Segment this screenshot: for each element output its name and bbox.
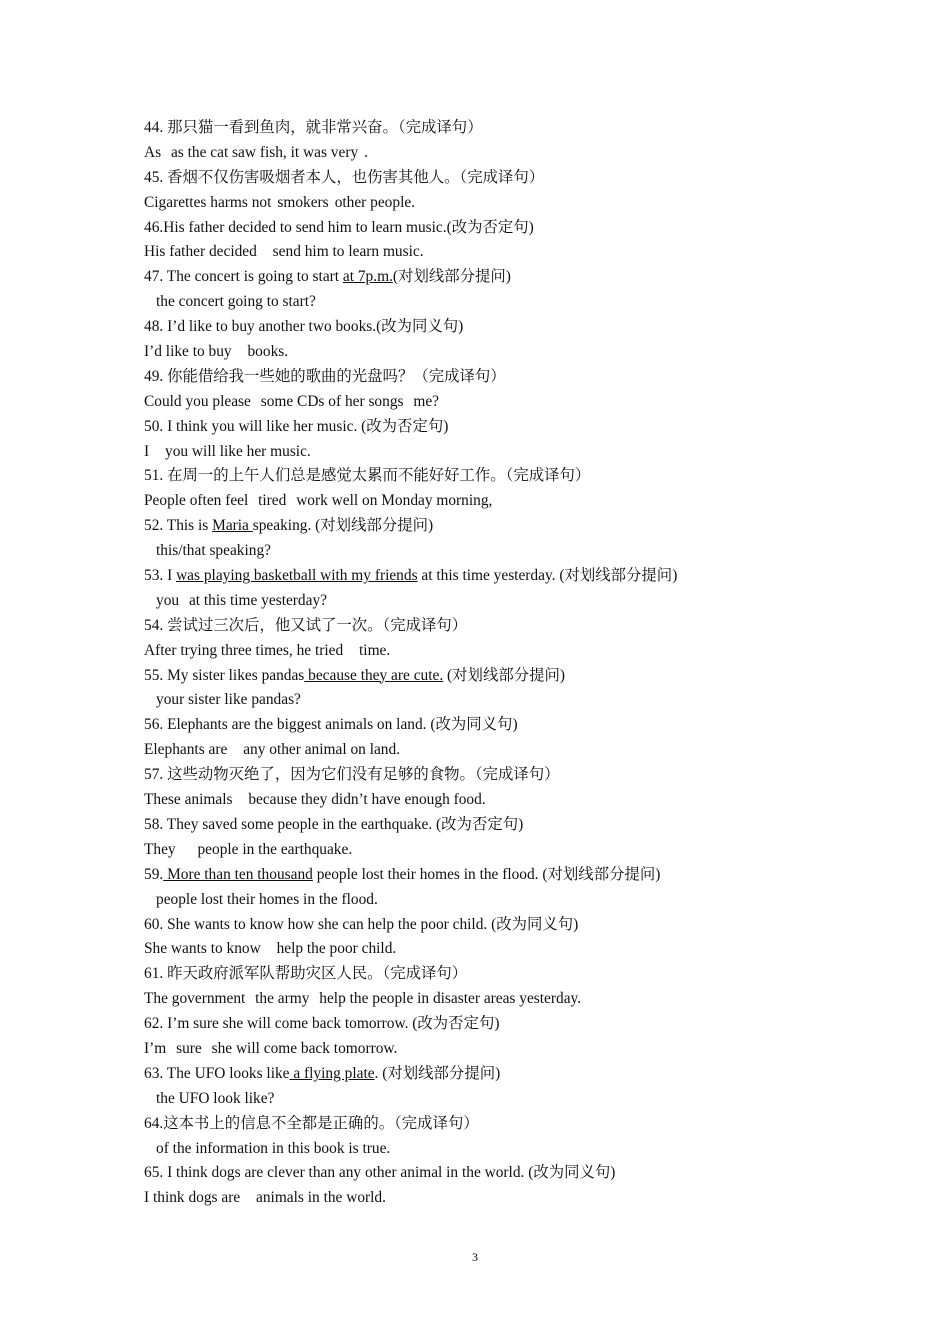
answer-text: any other animal on land. <box>243 741 401 759</box>
question-text: 50. I think you will like her music. (改为否定句) <box>144 417 449 435</box>
question-text: 57. 这些动物灭绝了，因为它们没有足够的食物。（完成译句） <box>144 766 560 784</box>
question-line <box>144 464 844 489</box>
question-text: 60. She wants to know how she can help the poor child. (改为同义句) <box>144 915 579 933</box>
question-text: 65. I think dogs are clever than any other animal in the world. (改为同义句) <box>144 1164 616 1182</box>
question-text: 47. The concert is going to start <box>144 268 343 286</box>
answer-text: Cigarettes harms not <box>144 193 272 211</box>
answer-line <box>144 390 844 415</box>
exercise-list <box>144 116 844 1211</box>
answer-text: you will like her music. <box>165 442 311 460</box>
underlined-phrase: at 7p.m. <box>342 268 393 286</box>
answer-text: I think dogs are <box>144 1189 241 1207</box>
question-text: at this time yesterday. (对划线部分提问) <box>417 567 678 585</box>
question-text: 56. Elephants are the biggest animals on land. (改为同义句) <box>144 716 518 734</box>
underlined-phrase: because they are cute. <box>304 666 444 684</box>
underlined-phrase: Maria <box>212 517 253 535</box>
answer-text: time. <box>359 641 391 659</box>
answer-line <box>144 788 844 813</box>
question-line <box>144 1161 844 1186</box>
answer-text <box>246 1189 250 1206</box>
answer-text: because they didn’t have enough food. <box>248 791 486 809</box>
underlined-phrase: More than ten thousand <box>163 865 313 883</box>
answer-text: I’m <box>144 1039 171 1057</box>
answer-text: of the information in this book is true. <box>156 1139 391 1157</box>
question-line <box>144 664 844 689</box>
question-line <box>144 763 844 788</box>
question-text: 49. 你能借给我一些她的歌曲的光盘吗？（完成译句） <box>144 367 506 385</box>
question-line <box>144 216 844 241</box>
question-line <box>144 265 844 290</box>
answer-text: the concert going to start? <box>156 293 316 311</box>
answer-text: animals in the world. <box>256 1189 386 1207</box>
question-text: 58. They saved some people in the earthquake. (改为否定句) <box>144 815 524 833</box>
answer-line <box>144 838 844 863</box>
answer-line <box>144 589 844 614</box>
question-text: 59. <box>144 865 164 883</box>
answer-line <box>144 141 844 166</box>
question-line <box>144 564 844 589</box>
answer-text: she will come back tomorrow. <box>211 1039 398 1057</box>
answer-line <box>144 888 844 913</box>
question-line <box>144 415 844 440</box>
answer-text: the army <box>251 990 314 1008</box>
answer-text: The government <box>144 990 246 1008</box>
question-line <box>144 962 844 987</box>
answer-text: other people. <box>334 193 416 211</box>
answer-text: work well on Monday morning, <box>296 492 493 510</box>
answer-text: your sister like pandas? <box>156 691 301 709</box>
question-line <box>144 1062 844 1087</box>
question-line <box>144 614 844 639</box>
answer-text: people lost their homes in the flood. <box>156 890 378 908</box>
question-line <box>144 365 844 390</box>
question-line <box>144 514 844 539</box>
answer-text: After trying three times, he tried <box>144 641 348 659</box>
answer-text <box>238 791 242 808</box>
answer-line <box>144 240 844 265</box>
answer-text: . <box>364 143 369 161</box>
answer-text: send him to learn music. <box>272 243 424 261</box>
answer-line <box>144 937 844 962</box>
answer-line <box>144 1087 844 1112</box>
answer-text: you <box>156 591 180 609</box>
question-text: 54. 尝试过三次后，他又试了一次。（完成译句） <box>144 616 468 634</box>
question-line <box>144 713 844 738</box>
answer-text: some CDs of her songs <box>260 392 408 410</box>
answer-text: at this time yesterday? <box>185 591 327 609</box>
question-text: 64.这本书上的信息不全都是正确的。（完成译句） <box>144 1114 479 1132</box>
question-text: 46.His father decided to send him to learn music.(改为否定句) <box>144 218 534 236</box>
answer-text: smokers <box>277 193 329 211</box>
answer-line <box>144 1137 844 1162</box>
answer-text: sure <box>176 1039 206 1057</box>
question-text: 62. I’m sure she will come back tomorrow. (改为否定句) <box>144 1015 500 1033</box>
answer-text: His father decided <box>144 243 261 261</box>
answer-text: help the poor child. <box>276 940 397 958</box>
question-line <box>144 1012 844 1037</box>
answer-text: Elephants are <box>144 741 232 759</box>
answer-text: People often feel <box>144 492 249 510</box>
answer-text: She wants to know <box>144 940 265 958</box>
question-text: 53. I <box>144 567 177 585</box>
question-line <box>144 1112 844 1137</box>
question-text: 52. This is <box>144 517 213 535</box>
answer-text: I’d like to buy <box>144 343 236 361</box>
question-text: people lost their homes in the flood. (对划线部分提问) <box>312 865 661 883</box>
question-text: 61. 昨天政府派军队帮助灾区人民。（完成译句） <box>144 965 468 983</box>
answer-text <box>155 443 159 460</box>
answer-line <box>144 191 844 216</box>
underlined-phrase: a flying plate <box>289 1064 375 1082</box>
question-line <box>144 813 844 838</box>
answer-line <box>144 290 844 315</box>
question-line <box>144 116 844 141</box>
question-line <box>144 913 844 938</box>
question-text: 48. I’d like to buy another two books.(改为同义句) <box>144 318 464 336</box>
question-line <box>144 315 844 340</box>
answer-text: Could you please <box>144 392 255 410</box>
answer-text: people in the earthquake. <box>197 840 353 858</box>
question-text: . (对划线部分提问) <box>374 1064 501 1082</box>
answer-line <box>144 539 844 564</box>
question-text: 44. 那只猫一看到鱼肉，就非常兴奋。（完成译句） <box>144 119 483 136</box>
answer-line <box>144 1037 844 1062</box>
question-line <box>144 166 844 191</box>
answer-text: These animals <box>144 791 233 809</box>
page-number: 3 <box>472 1250 478 1264</box>
answer-text: I <box>144 442 150 460</box>
question-line <box>144 863 844 888</box>
answer-line <box>144 688 844 713</box>
answer-text: as the cat saw fish, it was very <box>167 143 359 161</box>
answer-text: the UFO look like? <box>156 1089 275 1107</box>
question-text: 51. 在周一的上午人们总是感觉太累而不能好好工作。（完成译句） <box>144 467 591 485</box>
answer-line <box>144 340 844 365</box>
answer-line <box>144 738 844 763</box>
underlined-phrase: was playing basketball with my friends <box>176 567 418 585</box>
answer-text: help the people in disaster areas yesterday. <box>319 990 582 1008</box>
answer-line <box>144 489 844 514</box>
answer-text: As <box>144 143 162 161</box>
question-text: 63. The UFO looks like <box>144 1064 290 1082</box>
answer-line <box>144 639 844 664</box>
answer-line <box>144 440 844 465</box>
answer-text: They <box>144 840 180 858</box>
answer-text: books. <box>247 343 289 361</box>
answer-text: tired <box>254 492 291 510</box>
answer-text: this/that speaking? <box>156 542 271 560</box>
question-text: 45. 香烟不仅伤害吸烟者本人，也伤害其他人。（完成译句） <box>144 168 545 186</box>
answer-line <box>144 987 844 1012</box>
question-text: speaking. (对划线部分提问) <box>252 517 434 535</box>
question-text: (对划线部分提问) <box>392 268 511 286</box>
question-text: 55. My sister likes pandas <box>144 666 305 684</box>
answer-text: me? <box>413 392 439 410</box>
question-text: (对划线部分提问) <box>443 666 566 684</box>
answer-line <box>144 1186 844 1211</box>
